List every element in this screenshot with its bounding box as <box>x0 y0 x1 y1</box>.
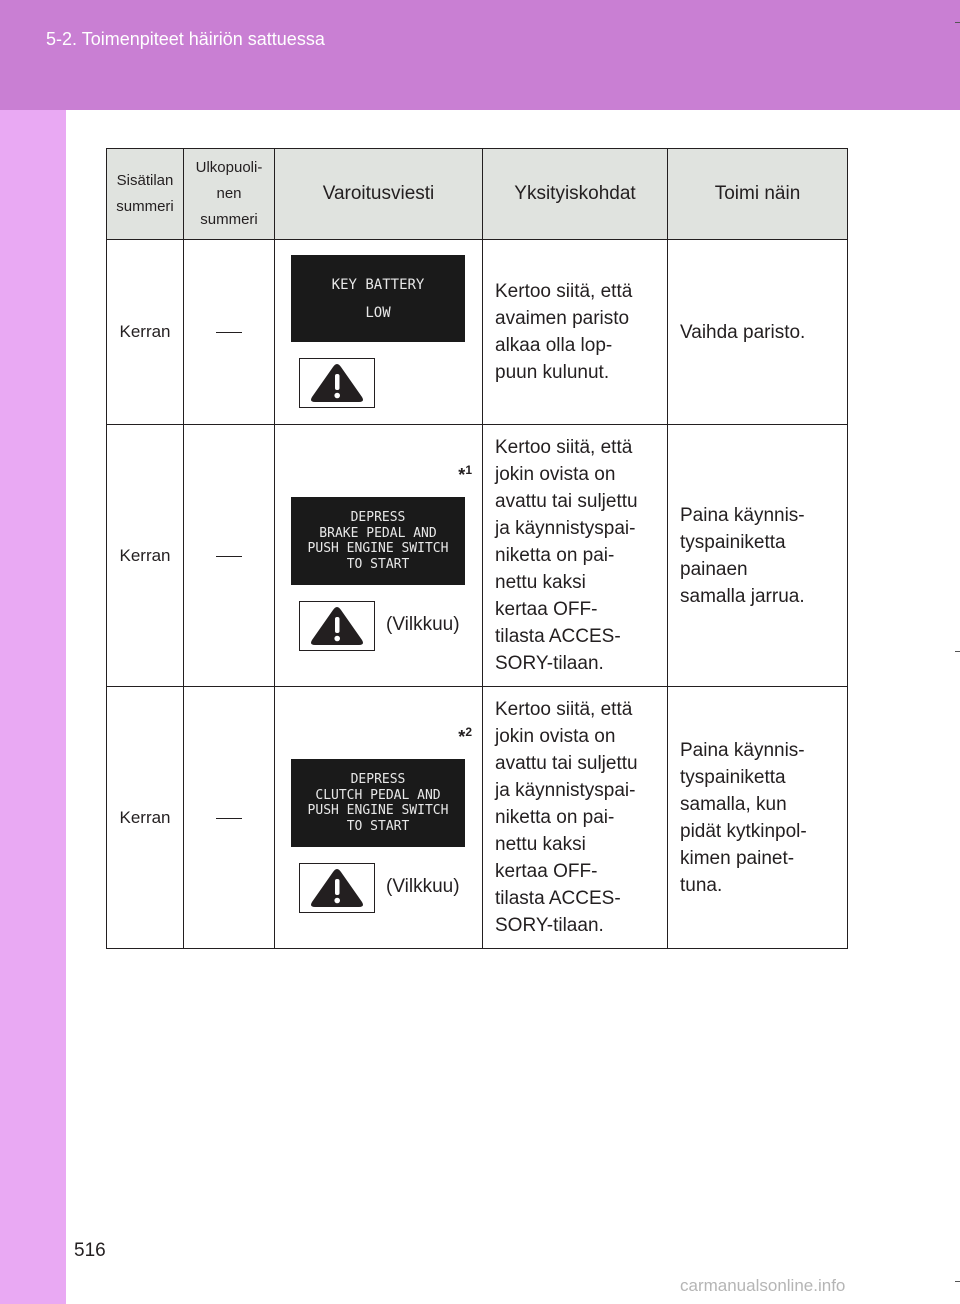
warning-light <box>299 863 375 913</box>
interior-buzzer-cell: Kerran <box>107 240 184 425</box>
section-title: 5-2. Toimenpiteet häiriön sattuessa <box>46 29 325 49</box>
exterior-buzzer-cell <box>184 425 275 687</box>
header-interior-buzzer: Sisätilan summeri <box>107 149 184 240</box>
table-header-row <box>107 149 848 240</box>
warning-triangle-icon <box>308 605 366 647</box>
warning-table <box>106 148 848 949</box>
crop-mark <box>955 651 960 652</box>
blink-label: (Vilkkuu) <box>386 876 460 897</box>
warning-display-cell <box>275 425 483 687</box>
exterior-buzzer-cell <box>184 687 275 949</box>
display-screen: DEPRESS BRAKE PEDAL AND PUSH ENGINE SWITCH TO START <box>291 497 465 585</box>
warning-triangle-icon <box>308 362 366 404</box>
exterior-buzzer-cell <box>184 240 275 425</box>
warning-light <box>299 358 375 408</box>
crop-mark <box>955 22 960 23</box>
side-band <box>0 110 66 1304</box>
interior-buzzer-cell: Kerran <box>107 425 184 687</box>
header-warning-message: Varoitusviesti <box>275 149 483 240</box>
action-cell: Paina käynnis- tyspainiketta samalla, kun pidät kytkinpol- kimen painet- tuna. <box>668 687 848 949</box>
action-cell: Paina käynnis- tyspainiketta painaen samalla jarrua. <box>668 425 848 687</box>
warning-triangle-icon <box>308 867 366 909</box>
footnote-marker: *$^2$ <box>458 725 472 747</box>
table-row <box>107 687 848 949</box>
page-number: 516 <box>74 1240 106 1261</box>
crop-mark <box>955 1281 960 1282</box>
header-exterior-buzzer: Ulkopuoli- nen summeri <box>184 149 275 240</box>
table-row <box>107 240 848 425</box>
blink-label: (Vilkkuu) <box>386 614 460 635</box>
dash-mark <box>216 556 242 557</box>
warning-display-cell <box>275 687 483 949</box>
warning-display-cell <box>275 240 483 425</box>
warning-light <box>299 601 375 651</box>
details-cell: Kertoo siitä, että jokin ovista on avattu tai suljettu ja käynnistyspai- niketta on pai- nettu kaksi kertaa OFF- tilasta ACCES- SORY-tilaan. <box>483 425 668 687</box>
table-row <box>107 425 848 687</box>
details-cell: Kertoo siitä, että jokin ovista on avattu tai suljettu ja käynnistyspai- niketta on pai- nettu kaksi kertaa OFF- tilasta ACCES- SORY-tilaan. <box>483 687 668 949</box>
dash-mark <box>216 332 242 333</box>
interior-buzzer-cell: Kerran <box>107 687 184 949</box>
header-band <box>0 0 960 110</box>
dash-mark <box>216 818 242 819</box>
action-cell: Vaihda paristo. <box>668 240 848 425</box>
watermark: carmanualsonline.info <box>680 1276 846 1295</box>
details-cell: Kertoo siitä, että avaimen paristo alkaa olla lop- puun kulunut. <box>483 240 668 425</box>
display-screen: DEPRESS CLUTCH PEDAL AND PUSH ENGINE SWITCH TO START <box>291 759 465 847</box>
header-action: Toimi näin <box>668 149 848 240</box>
header-details: Yksityiskohdat <box>483 149 668 240</box>
footnote-marker: *$^1$ <box>458 463 472 485</box>
display-screen: KEY BATTERY LOW <box>291 255 465 342</box>
